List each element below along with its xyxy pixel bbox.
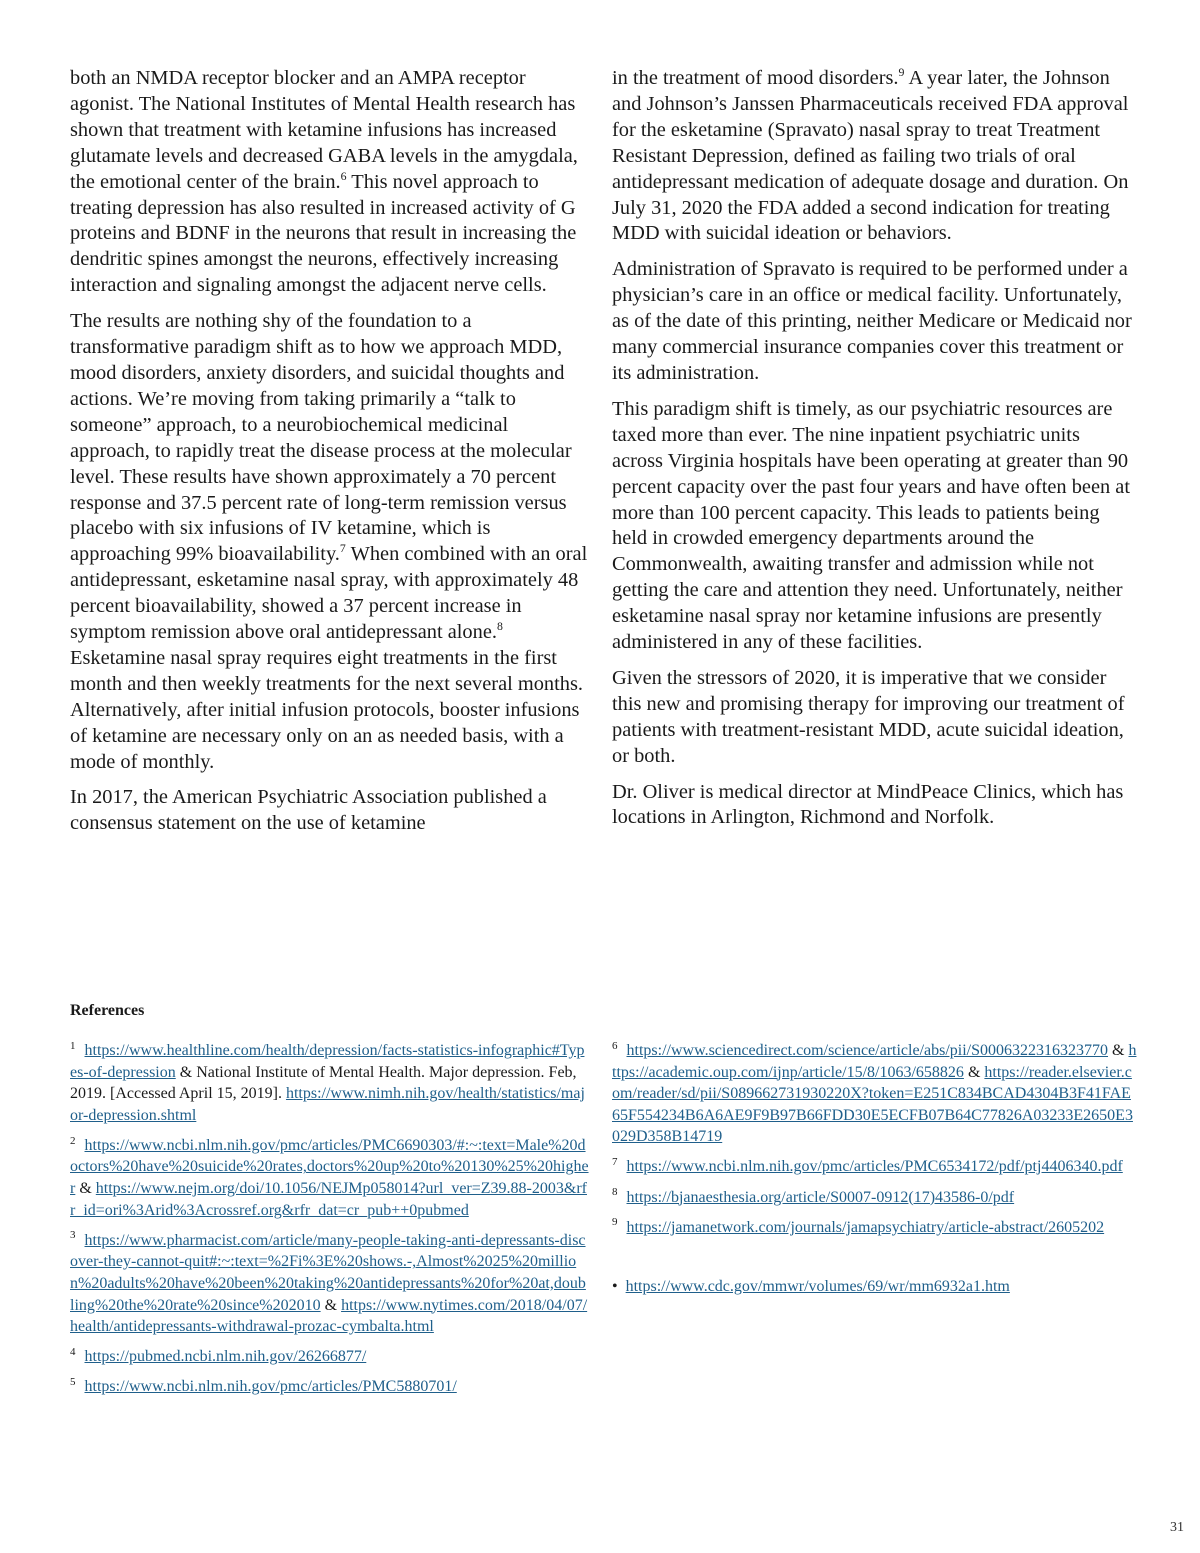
reference-item xyxy=(70,1040,590,1126)
paragraph-text: When combined with an oral antidepressant, esketamine nasal spray, with approximately 48 percent bioavailability, showed a 37 percent increase in symptom remission above oral antidepressant alone. xyxy=(70,543,588,644)
paragraph: Given the stressors of 2020, it is imperative that we consider this new and promising therapy for improving our treatment of patients with treatment-resistant MDD, acute suicidal ideation, or both. xyxy=(612,666,1125,767)
reference-link[interactable]: https://www.cdc.gov/mmwr/volumes/69/wr/mm6932a1.htm xyxy=(625,1278,1010,1296)
references-list-right xyxy=(612,1040,1137,1306)
paragraph xyxy=(70,66,590,299)
paragraph: In 2017, the American Psychiatric Association published a consensus statement on the use of ketamine xyxy=(70,786,547,835)
page-number: 31 xyxy=(1170,1520,1184,1535)
reference-text: & xyxy=(320,1296,342,1314)
reference-number: 3 xyxy=(70,1229,76,1242)
paragraph: Administration of Spravato is required to be performed under a physician’s care in an office or medical facility. Unfortunately, as of the date of this printing, neither Medicare or Medicaid nor many commercial insurance companies cover this treatment or its administration. xyxy=(612,258,1132,384)
paragraph-text: both an NMDA receptor blocker and an AMPA receptor agonist. The National Institutes of Mental Health research has shown that treatment with ketamine infusions has increased glutamate levels and decreased GABA levels in the amygdala, the emotional center of the brain. xyxy=(70,67,578,193)
body-column-right xyxy=(612,66,1132,841)
reference-link[interactable]: https://www.pharmacist.com/article/many-people-taking-anti-depressants-discover-they-cannot-quit#:~:text=%2Fi%3E%20shows.-,Almost%2025%20million%20adults%20have%20been%20taking%20antidepressants%20for%20at,doubling%20the%20rate%20since%202010 xyxy=(70,1231,586,1314)
reference-number: 8 xyxy=(612,1186,618,1199)
reference-link[interactable]: https://www.sciencedirect.com/science/article/abs/pii/S0006322316323770 xyxy=(626,1042,1109,1059)
reference-item xyxy=(612,1156,1137,1178)
reference-item xyxy=(612,1276,1137,1298)
reference-link[interactable]: https://www.nimh.nih.gov/health/statistics/major-depression.shtml xyxy=(70,1085,585,1124)
reference-link[interactable]: https://academic.oup.com/ijnp/article/15/8/1063/658826 xyxy=(612,1042,1137,1081)
reference-text: & xyxy=(963,1063,985,1081)
bullet-icon: • xyxy=(612,1278,618,1296)
reference-number: 6 xyxy=(612,1039,618,1052)
reference-link[interactable]: https://www.ncbi.nlm.nih.gov/pmc/articles/PMC6690303/#:~:text=Male%20doctors%20have%20suicide%20rates,doctors%20up%20to%20130%25%20higher xyxy=(70,1136,589,1198)
reference-item xyxy=(612,1187,1137,1209)
reference-number: 4 xyxy=(70,1345,76,1358)
footnote-marker: 8 xyxy=(496,619,503,634)
reference-number: 9 xyxy=(612,1216,618,1229)
reference-text: & xyxy=(1108,1042,1129,1059)
paragraph: This paradigm shift is timely, as our psychiatric resources are taxed more than ever. The nine inpatient psychiatric units across Virginia hospitals have been operating at greater than 90 percent capacity over the past four years and have often been at more than 100 percent capacity. This leads to patients being held in crowded emergency departments around the Commonwealth, awaiting transfer and admission while not getting the care and attention they need. Unfortunately, neither esketamine nasal spray nor ketamine infusions are presently administered in any of these facilities. xyxy=(612,397,1131,654)
reference-item xyxy=(612,1040,1137,1148)
reference-number: 7 xyxy=(612,1156,618,1169)
reference-link[interactable]: https://www.ncbi.nlm.nih.gov/pmc/articles/PMC5880701/ xyxy=(84,1378,457,1396)
reference-link[interactable]: https://reader.elsevier.com/reader/sd/pii/S089662731930220X?token=E251C834BCAD4304B3F41FAE65F554234B6A6AE9F9B97B66FDD30E5ECFB07B64C77826A03233E2650E3029D358B14719 xyxy=(612,1063,1133,1146)
reference-link[interactable]: https://pubmed.ncbi.nlm.nih.gov/26266877/ xyxy=(84,1348,367,1366)
paragraph xyxy=(612,66,1132,247)
reference-item xyxy=(70,1135,590,1221)
body-column-left xyxy=(70,66,590,847)
paragraph-text: This novel approach to treating depression has also resulted in increased activity of G proteins and BDNF in the neurons that result in increasing the dendritic spines amongst the neurons, effectively increasing interaction and signaling amongst the adjacent nerve cells. xyxy=(70,170,577,297)
footnote-marker: 9 xyxy=(898,65,905,80)
reference-link[interactable]: https://jamanetwork.com/journals/jamapsychiatry/article-abstract/2605202 xyxy=(626,1218,1105,1236)
references-list-left xyxy=(70,1040,590,1406)
references-heading: References xyxy=(70,1002,145,1019)
paragraph-text: The results are nothing shy of the foundation to a transformative paradigm shift as to how we approach MDD, mood disorders, anxiety disorders, and suicidal thoughts and actions. We’re moving from taking primarily a “talk to someone” approach, to a neurobiochemical medicinal approach, to rapidly treat the disease process at the molecular level. These results have shown approximately a 70 percent response and 37.5 percent rate of long-term remission versus placebo with six infusions of IV ketamine, which is approaching 99% bioavailability. xyxy=(70,310,572,566)
reference-link[interactable]: https://www.nejm.org/doi/10.1056/NEJMp058014?url_ver=Z39.88-2003&rfr_id=ori%3Arid%3Acrossref.org&rfr_dat=cr_pub++0pubmed xyxy=(70,1180,587,1219)
reference-item xyxy=(612,1217,1137,1239)
reference-link[interactable]: https://www.nytimes.com/2018/04/07/health/antidepressants-withdrawal-prozac-cymbalta.html xyxy=(70,1296,588,1336)
paragraph xyxy=(70,309,590,775)
reference-number: 1 xyxy=(70,1039,76,1052)
reference-text: & National Institute of Mental Health. Major depression. Feb, 2019. [Accessed April 15, 2019]. xyxy=(70,1063,577,1103)
reference-link[interactable]: https://www.healthline.com/health/depression/facts-statistics-infographic#Types-of-depression xyxy=(70,1042,585,1081)
reference-text: & xyxy=(75,1180,96,1198)
footnote-marker: 6 xyxy=(340,168,347,183)
reference-link[interactable]: https://www.ncbi.nlm.nih.gov/pmc/articles/PMC6534172/pdf/ptj4406340.pdf xyxy=(626,1158,1123,1176)
reference-item xyxy=(70,1230,590,1338)
reference-item xyxy=(70,1346,590,1368)
footnote-marker: 7 xyxy=(339,541,346,556)
paragraph-text: A year later, the Johnson and Johnson’s Janssen Pharmaceuticals received FDA approval for the esketamine (Spravato) nasal spray to treat Treatment Resistant Depression, defined as failing two trials of oral antidepressant medication of adequate dosage and duration. On July 31, 2020 the FDA added a second indication for treating MDD with suicidal ideation or behaviors. xyxy=(612,67,1129,245)
author-bio: Dr. Oliver is medical director at MindPeace Clinics, which has locations in Arlington, Richmond and Norfolk. xyxy=(612,780,1124,829)
reference-link[interactable]: https://bjanaesthesia.org/article/S0007-0912(17)43586-0/pdf xyxy=(626,1188,1015,1206)
reference-item xyxy=(70,1376,590,1398)
paragraph-text: Esketamine nasal spray requires eight treatments in the first month and then weekly treatments for the next several months. Alternatively, after initial infusion protocols, booster infusions of ketamine are necessary only on an as needed basis, with a mode of monthly. xyxy=(70,646,584,773)
reference-number: 5 xyxy=(70,1375,76,1388)
paragraph-text: in the treatment of mood disorders. xyxy=(612,67,899,89)
reference-number: 2 xyxy=(70,1134,76,1147)
